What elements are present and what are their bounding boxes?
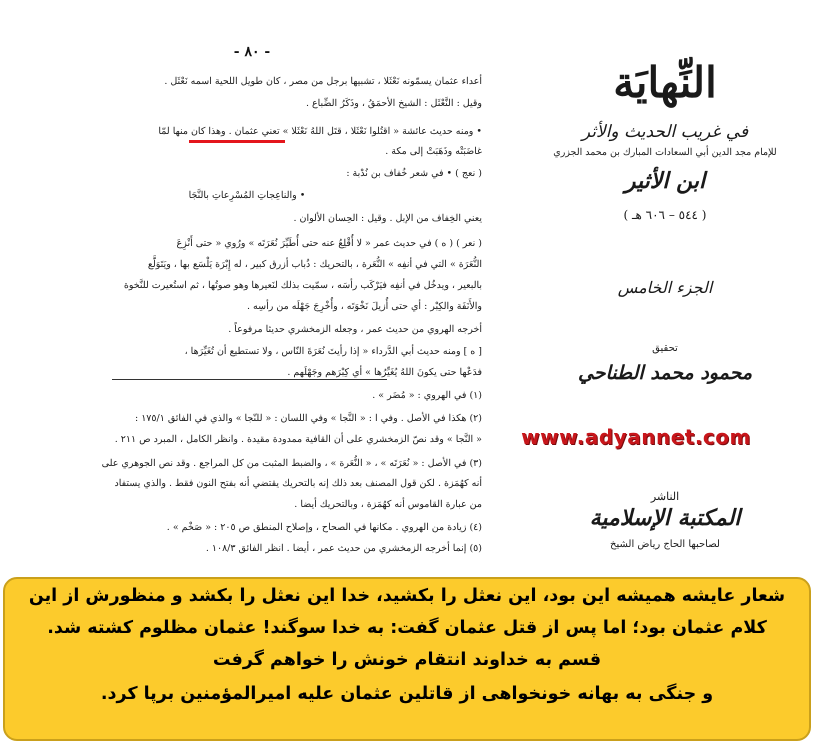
text-line: أعداء عثمان يسمّونه نَعْثَلا ، تشبيها برجل من مصر ، كان طويل اللحية اسمه نَعْثَل . bbox=[164, 76, 482, 87]
text-page bbox=[2, 44, 492, 564]
text-line: غاضَبَتْه وذَهَبَتْ إلى مكة . bbox=[385, 146, 482, 157]
website-watermark: www.adyannet.com bbox=[521, 425, 751, 449]
editor-label: تحقيق bbox=[652, 343, 678, 354]
publisher-owner: لصاحبها الحاج رياض الشيخ bbox=[610, 539, 720, 550]
footnote-line: (٢) هكذا في الأصل . وفي ا : « النَّجا » وفي اللسان : « للنّجا » والذي في الفائق ١٧٥/١ : bbox=[134, 413, 482, 424]
footnote-line: « النَّجا » وقد نصّ الزمخشري على أن القافية ممدودة مقيدة . وانظر الكامل ، المبرد ص ٢١١ . bbox=[114, 434, 482, 445]
text-line: يعني الخِفاف من الإبل . وقيل : الحِسان الألوان . bbox=[293, 213, 482, 224]
caption-line: قسم به خداوند انتقام خونش را خواهم گرفت bbox=[212, 650, 602, 670]
caption-line: کلام عثمان بود؛ اما پس از قتل عثمان گفت: به خدا سوگند! عثمان مظلوم کشته شد. bbox=[47, 618, 767, 638]
volume-label: الجزء الخامس bbox=[617, 278, 713, 297]
text-line: فدَعْها حتى يكونَ اللهُ يُغَيِّرُها » أي كِبْرَهم وجَهْلَهم . bbox=[287, 367, 482, 378]
text-line: ( نعج ) • في شعر خُفاف بن نُدْبة : bbox=[346, 168, 482, 179]
footnote-line: (١) في الهروي : « مُضَر » . bbox=[372, 390, 482, 401]
author-name: ابن الأثير bbox=[624, 168, 706, 194]
publisher-label: الناشر bbox=[650, 490, 680, 503]
text-line: بالبعير ، ويدخُل في أنفِه فيَرْكَب رأسَه ، سمّيت بذلك لنَعيرها وهو صوتُها ، ثم استُعيرت للنَّخوة bbox=[123, 280, 482, 291]
publisher-name: المكتبة الإسلامية bbox=[589, 505, 741, 531]
text-line: النُّعَرَة » التي في أنفِه » النُّعَرة ، بالتحريك : ذُباب أزرق كبير ، له إِبْرَة يَلْسَع بها ، ويَتَوَلَّع bbox=[147, 259, 482, 270]
editor-name: محمود محمد الطناحي bbox=[577, 362, 753, 384]
book-subtitle: في غريب الحديث والأثر bbox=[581, 122, 749, 142]
footnote-line: (٥) إنما أخرجه الزمخشري من حديث عمر ، أيضا . انظر الفائق ١٠٨/٣ . bbox=[205, 543, 482, 554]
page-number: - ٨٠ - bbox=[233, 44, 271, 60]
caption-line: و جنگی به بهانه خونخواهی از قاتلین عثمان علیه امیرالمؤمنین برپا کرد. bbox=[100, 684, 714, 704]
text-line-highlighted: • ومنه حديث عائشة « اقتُلوا نَعْثَلا ، قتَل اللهُ نَعْثَلا » تعني عثمان . وهذا كان منها لمّا bbox=[158, 126, 482, 137]
author-dates: ( ٥٤٤ – ٦٠٦ هـ ) bbox=[623, 208, 707, 222]
text-line: ( نعر ) ( ه ) في حديث عمر « لا أُقْلِعُ عنه حتى أُطَيِّرَ نُعَرَتَه » ورُوي « حتى أَنْزِعَ bbox=[176, 238, 482, 249]
caption-line: شعار عایشه همیشه این بود، این نعثل را بکشید، خدا این نعثل را بکشد و منظورش از این bbox=[28, 586, 786, 606]
footnote-line: من عبارة القاموس أنه كهُمَزة ، وبالتحريك أيضا . bbox=[294, 499, 482, 510]
text-line: • والناعِجاتِ المُسْرِعاتِ بالنَّجَا bbox=[188, 190, 306, 201]
caption-box bbox=[3, 577, 811, 741]
text-line: [ ه ] ومنه حديث أبي الدَّرداء « إذا رأيتَ نُعَرَةَ النّاس ، ولا تستطيع أن تُغَيِّرَها ، bbox=[184, 346, 482, 357]
author-line: للإمام مجد الدين أبي السعادات المبارك بن محمد الجزري bbox=[553, 147, 777, 158]
text-line: وقيل : النَّعْثَل : الشيخ الأحمَقُ ، وذَكَرُ الضِّباع . bbox=[305, 98, 482, 109]
text-line: أخرجه الهروي من حديث عمر ، وجعله الزمخشري حديثا مرفوعاً . bbox=[228, 324, 482, 335]
footnote-line: أنه كهُمَزة . لكن قول المصنف بعد ذلك إنه بالتحريك يقتضي أنه بفتح النون فقط . والذي يستفاد bbox=[114, 478, 482, 489]
book-title-page bbox=[520, 50, 810, 570]
book-title: النِّهايَة bbox=[613, 58, 717, 107]
text-line: والأَنَفَة والكِبْر : أي حتى أُزيلَ نَخْوَتَه ، وأُخْرِجَ جَهْلَه من رأسِه . bbox=[247, 301, 482, 312]
footnote-separator bbox=[112, 379, 387, 380]
footnote-line: (٣) في الأصل : « نُعَرَتَه » ، « النُّعَرة » ، والضبط المثبت من كل المراجع . وقد نص الجوهري على bbox=[101, 458, 482, 469]
footnote-line: (٤) زيادة من الهروي . مكانها في الصحاح ، وإصلاح المنطق ص ٢٠٥ : « صَخْم » . bbox=[166, 522, 482, 533]
